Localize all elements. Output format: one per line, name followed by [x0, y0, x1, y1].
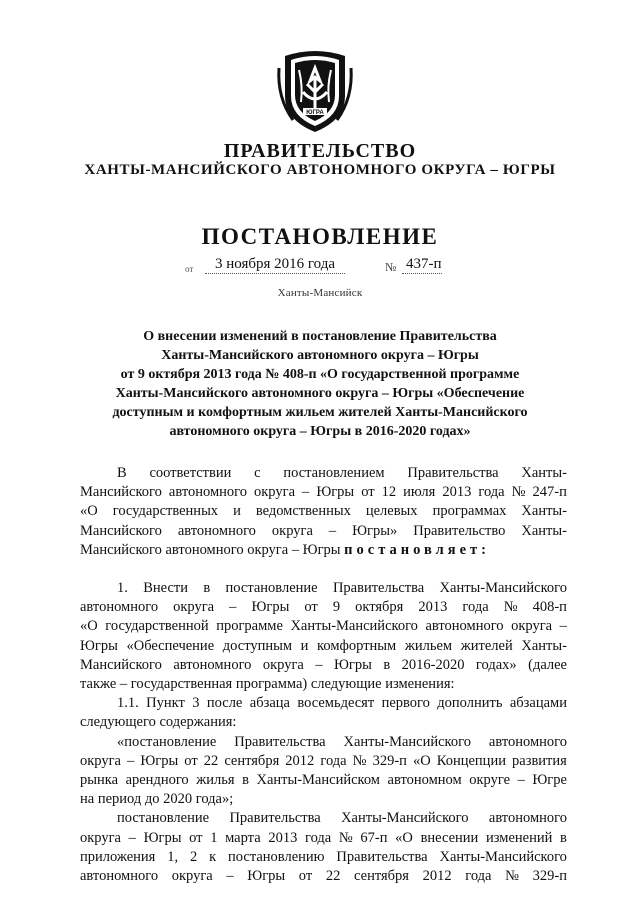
body-line: Мансийского автономного округа – Югры» Правительство Ханты- — [80, 522, 567, 539]
paragraph-quote-1 — [80, 733, 567, 791]
title-line: О внесении изменений в постановление Правительства — [143, 329, 497, 344]
body-line: автономного округа – Югры от 22 сентября 2012 года № 329-п — [80, 868, 567, 885]
document-type: ПОСТАНОВЛЕНИЕ — [201, 224, 439, 249]
title-line: автономного округа – Югры в 2016-2020 годах» — [169, 424, 471, 439]
body-line: Югры «Обеспечение доступным и комфортным жильем жителей Ханты- — [80, 637, 567, 654]
coat-of-arms-icon — [273, 48, 357, 134]
body-line: 1. Внести в постановление Правительства Ханты-Мансийского — [117, 580, 567, 597]
title-line: доступным и комфортным жильем жителей Ханты-Мансийского — [112, 405, 528, 420]
number-label: № — [385, 260, 397, 274]
paragraph-preamble — [80, 464, 567, 541]
body-line: округа – Югры от 1 марта 2013 года № 67-п «О внесении изменений в — [80, 829, 567, 846]
body-line: «постановление Правительства Ханты-Мансийского автономного — [117, 733, 567, 750]
title-line: Ханты-Мансийского автономного округа – Югры — [161, 348, 479, 363]
decree-keyword: постановляет: — [344, 541, 490, 558]
body-line: также – государственная программа) следующие изменения: — [80, 676, 455, 693]
title-line: от 9 октября 2013 года № 408-п «О государственной программе — [120, 367, 520, 382]
body-line: «О государственной программе Ханты-Мансийского автономного округа – — [80, 618, 567, 635]
document-title — [90, 327, 550, 441]
document-number: 437-п — [402, 256, 442, 274]
body-line: 1.1. Пункт 3 после абзаца восемьдесят первого дополнить абзацами — [117, 695, 567, 712]
body-line: следующего содержания: — [80, 714, 237, 731]
document-body — [80, 464, 567, 886]
paragraph-quote-2 — [80, 809, 567, 886]
date-prefix-label: от — [185, 264, 194, 274]
body-line: Мансийского автономного округа – Югры от 12 июля 2013 года № 247-п — [80, 484, 567, 501]
title-line: Ханты-Мансийского автономного округа – Югры «Обеспечение — [115, 386, 525, 401]
body-line: на период до 2020 года»; — [80, 791, 234, 808]
body-line: В соответствии с постановлением Правительства Ханты- — [117, 465, 567, 481]
body-line: рынка арендного жилья в Ханты-Мансийском автономном округе – Югре — [80, 772, 567, 789]
document-city: Ханты-Мансийск — [277, 287, 363, 299]
government-subtitle: ХАНТЫ-МАНСИЙСКОГО АВТОНОМНОГО ОКРУГА – ЮГРЫ — [84, 162, 556, 178]
body-line: Мансийского автономного округа – Югры в 2016-2020 годах» (далее — [80, 656, 567, 673]
body-line: округа – Югры от 22 сентября 2012 года № 329-п «О Концепции развития — [80, 752, 567, 769]
body-line: постановление Правительства Ханты-Мансийского автономного — [117, 810, 567, 827]
government-title: ПРАВИТЕЛЬСТВО — [223, 140, 417, 162]
paragraph-item-1 — [80, 579, 567, 675]
body-line: автономного округа – Югры от 9 октября 2013 года № 408-п — [80, 599, 567, 616]
body-line: приложения 1, 2 к постановлению Правительства Ханты-Мансийского — [80, 848, 567, 865]
body-line: «О государственных и ведомственных целевых программах Ханты- — [80, 503, 567, 520]
paragraph-item-1-1 — [80, 694, 567, 713]
document-date: 3 ноября 2016 года — [205, 256, 345, 274]
body-line: Мансийского автономного округа – Югры постановляет: — [80, 541, 490, 558]
emblem-label: ЮГРА — [306, 110, 324, 116]
